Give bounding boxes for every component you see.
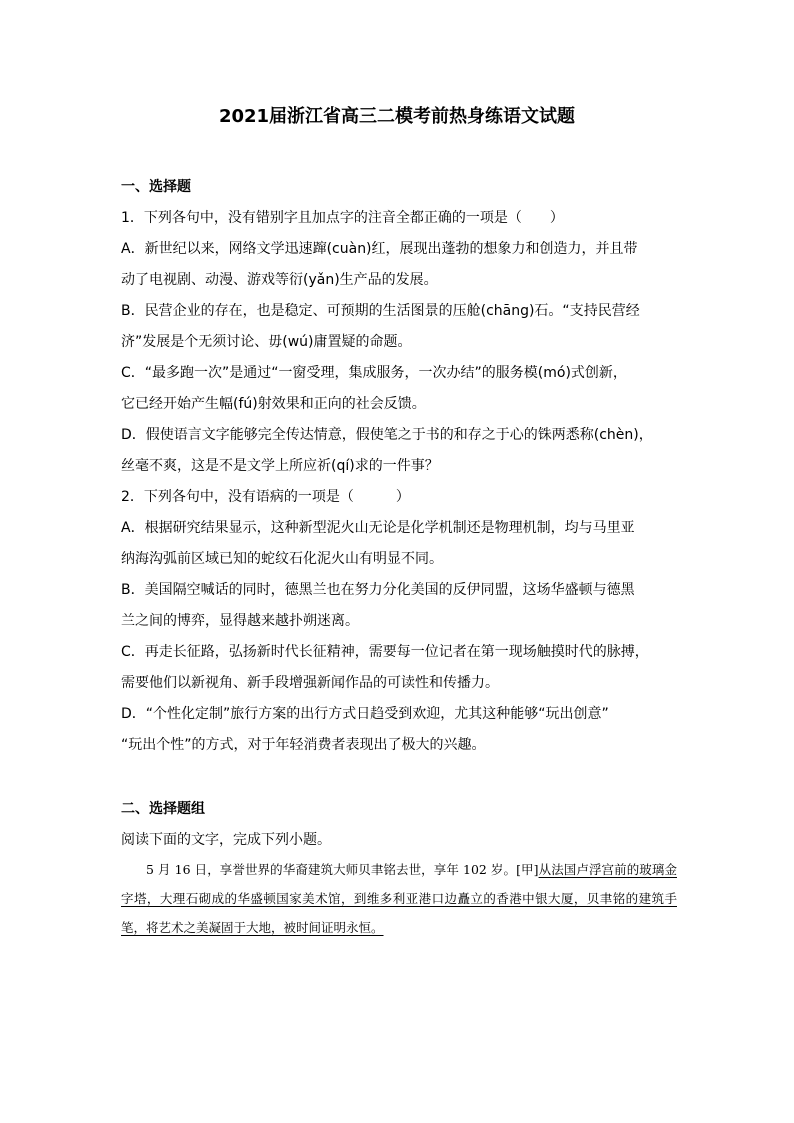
question-2-option-c-line1: C．再走长征路，弘扬新时代长征精神，需要每一位记者在第一现场触摸时代的脉搏， [121, 644, 649, 660]
question-1-option-b-line1: B．民营企业的存在，也是稳定、可预期的生活图景的压舱(chāng)石。“支持民营经 [121, 303, 640, 319]
question-1-option-a-line2: 动了电视剧、动漫、游戏等衍(yǎn)生产品的发展。 [121, 272, 438, 288]
question-2-option-b-line1: B．美国隔空喊话的同时，德黑兰也在努力分化美国的反伊同盟，这场华盛顿与德黑 [121, 582, 635, 598]
reading-instruction: 阅读下面的文字，完成下列小题。 [121, 832, 331, 848]
question-2-option-d-line1: D．“个性化定制”旅行方案的出行方式日趋受到欢迎，尤其这种能够“玩出创意” [121, 706, 609, 722]
question-1-option-d-line2: 丝毫不爽，这是不是文学上所应祈(qí)求的一件事？ [121, 458, 439, 474]
section-heading-choice: 一、选择题 [121, 179, 191, 195]
question-2-option-d-line2: “玩出个性”的方式，对于年轻消费者表现出了极大的兴趣。 [121, 737, 486, 753]
reading-passage [121, 855, 677, 942]
question-1-option-d-line1: D．假使语言文字能够完全传达情意，假使笔之于书的和存之于心的铢两悉称(chèn)， [121, 427, 653, 443]
question-2-option-a-line2: 纳海沟弧前区域已知的蛇纹石化泥火山有明显不同。 [121, 551, 443, 567]
passage-plain-text: 5 月 16 日，享誉世界的华裔建筑大师贝聿铭去世，享年 102 岁。[甲] [146, 862, 539, 877]
question-1-stem: 1．下列各句中，没有错别字且加点字的注音全都正确的一项是（ ） [121, 210, 564, 226]
document-title: 2021届浙江省高三二模考前热身练语文试题 [218, 106, 576, 127]
question-2-option-a-line1: A．根据研究结果显示，这种新型泥火山无论是化学机制还是物理机制，均与马里亚 [121, 520, 635, 536]
question-1-option-c-line2: 它已经开始产生幅(fú)射效果和正向的社会反馈。 [121, 396, 426, 412]
section-heading-choice-group: 二、选择题组 [121, 801, 205, 817]
question-2-option-b-line2: 兰之间的博弈，显得越来越扑朔迷离。 [121, 613, 359, 629]
question-1-option-a-line1: A．新世纪以来，网络文学迅速蹿(cuàn)红，展现出蓬勃的想象力和创造力，并且带 [121, 241, 638, 257]
question-1-option-b-line2: 济”发展是个无须讨论、毋(wú)庸置疑的命题。 [121, 334, 412, 350]
question-2-option-c-line2: 需要他们以新视角、新手段增强新闻作品的可读性和传播力。 [121, 675, 499, 691]
question-1-option-c-line1: C．“最多跑一次”是通过“一窗受理，集成服务，一次办结”的服务模(mó)式创新， [121, 365, 627, 381]
question-2-stem: 2．下列各句中，没有语病的一项是（ ） [121, 489, 410, 505]
passage-underlined-text: 从法国卢浮宫前的玻璃金字塔，大理石砌成的华盛顿国家美术馆，到维多利亚港口边矗立的香港中银大厦，贝聿铭的建筑手笔，将艺术之美凝固于大地，被时间证明永恒。 [121, 862, 677, 935]
